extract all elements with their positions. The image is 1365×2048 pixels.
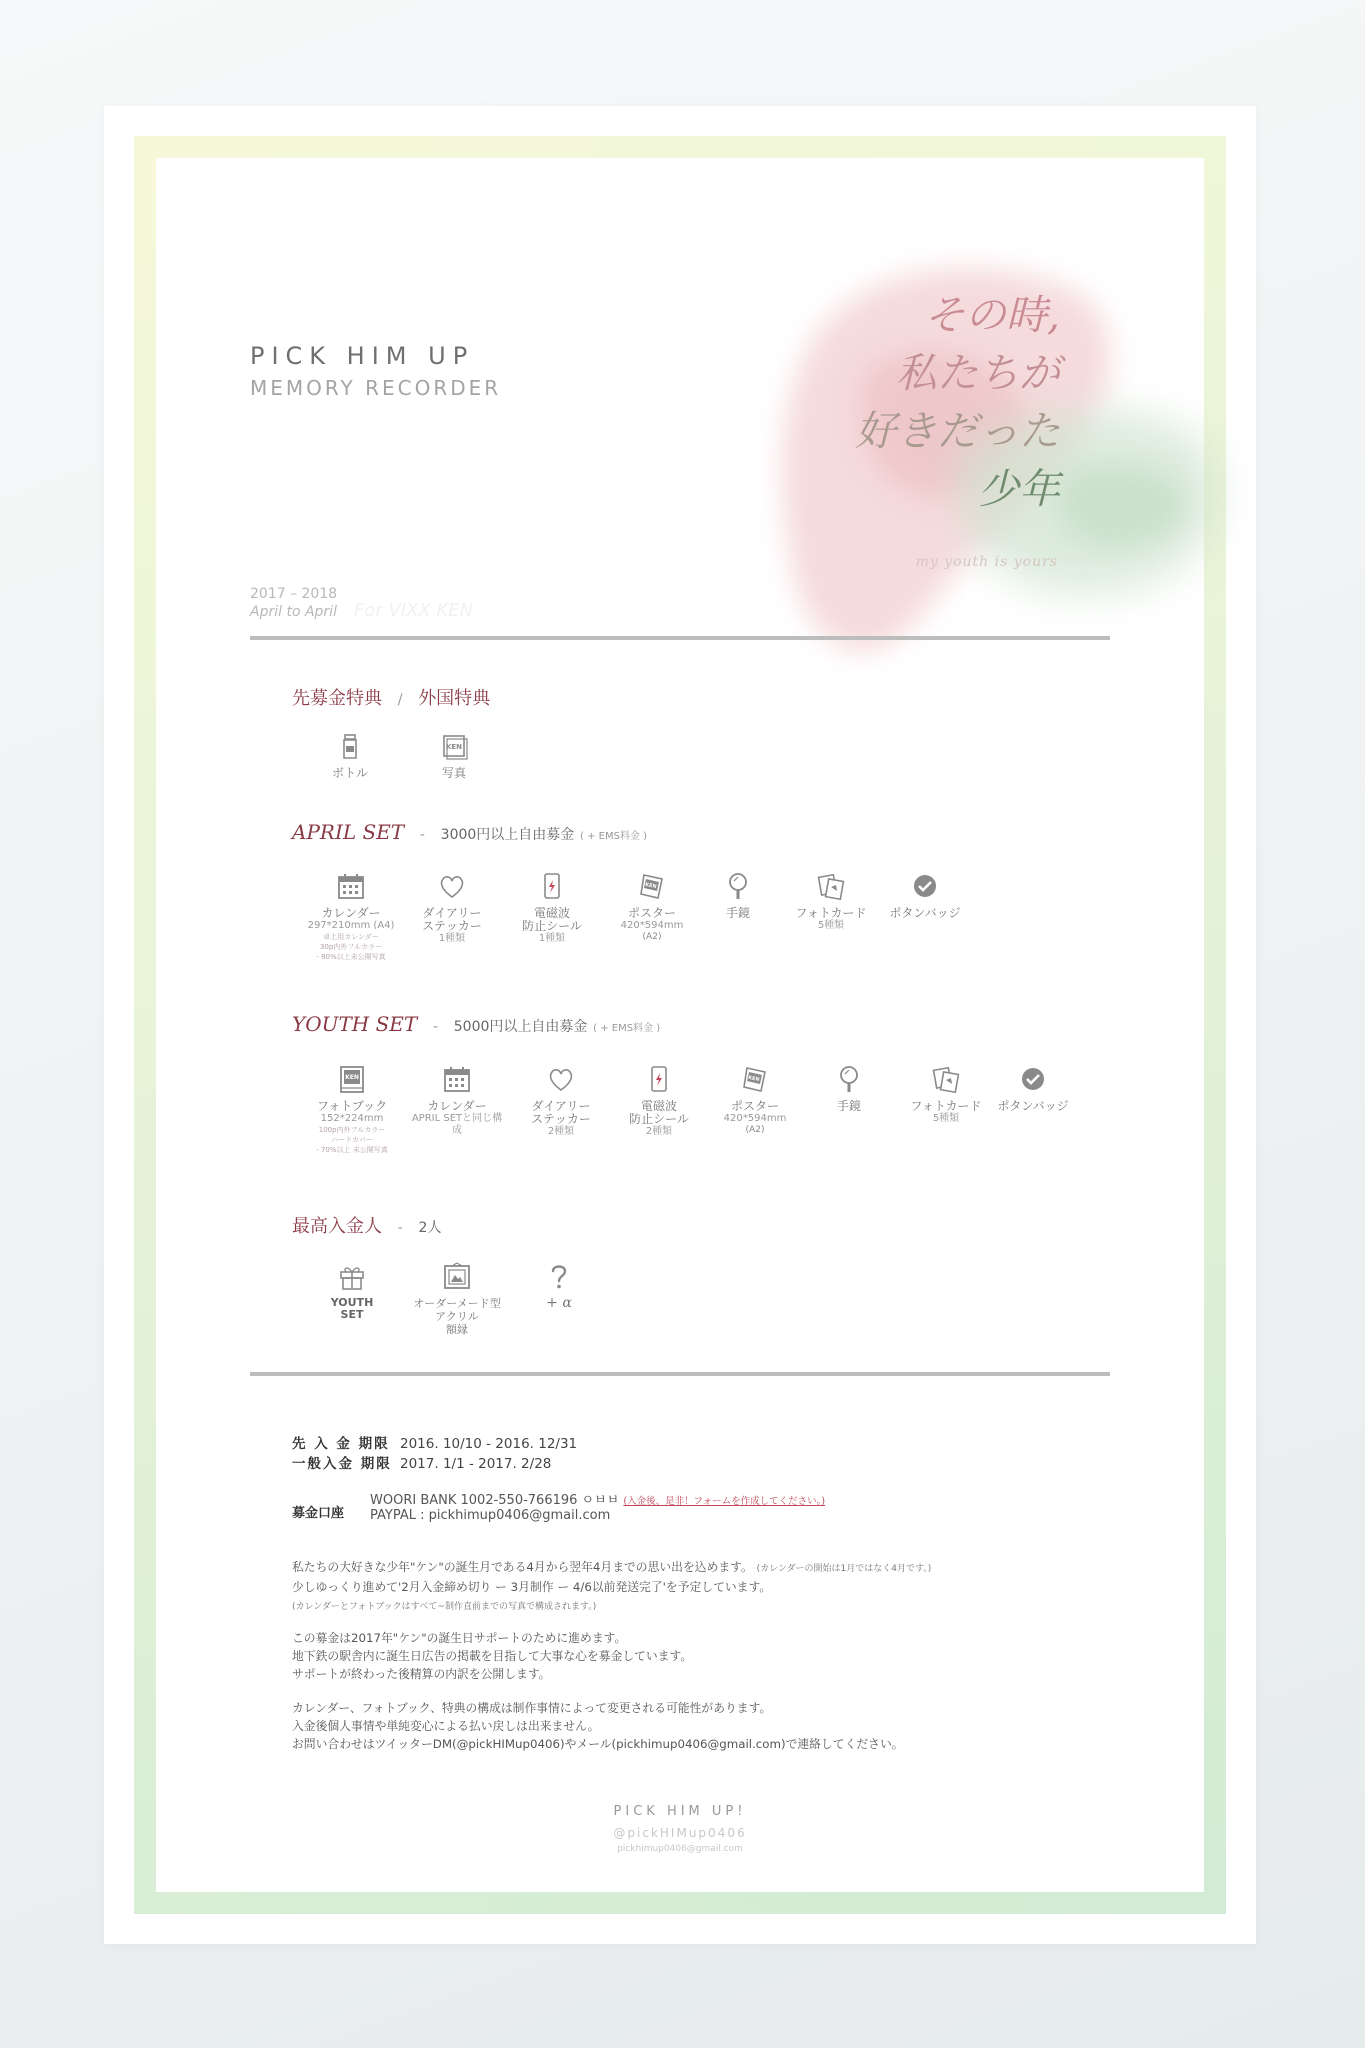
- youth-set-ems: ( + EMS料金 ): [593, 1023, 661, 1034]
- bonus-item: [609, 1064, 709, 1138]
- bonus-item: [799, 1064, 899, 1113]
- item-label: 手鏡: [725, 906, 750, 920]
- item-label: 写真: [441, 766, 466, 780]
- info-line: [292, 1596, 931, 1616]
- item-label: + α: [546, 1295, 572, 1311]
- phone-sticker-icon: [644, 1064, 674, 1094]
- item-label: フォトブック: [316, 1099, 388, 1113]
- svg-text:KEN: KEN: [644, 881, 658, 891]
- item-label: カレンダー: [427, 1099, 487, 1113]
- bonus-item: [688, 871, 788, 920]
- bonus-item: [781, 871, 881, 932]
- info-paragraph: [292, 1699, 904, 1753]
- info-text: 少しゆっくり進めて'2月入金締め切り ー 3月制作 ー 4/6以前発送完了'を予定しています。: [292, 1580, 772, 1594]
- item-detail-size: (A2): [745, 1125, 765, 1135]
- calendar-icon: [442, 1064, 472, 1094]
- bonus-item: [705, 1064, 805, 1136]
- item-detail: 297*210mm (A4): [307, 920, 395, 931]
- svg-text:KEN: KEN: [747, 1074, 761, 1084]
- gift-icon: [337, 1261, 367, 1291]
- heart-icon: [437, 871, 467, 901]
- april-set-price: 3000円以上自由募金: [440, 827, 575, 843]
- item-label: ボトル: [331, 766, 368, 780]
- top-donor-count: 2人: [418, 1220, 442, 1236]
- info-line: [292, 1629, 692, 1647]
- tagline: my youth is yours: [915, 554, 1058, 570]
- youth-set-price: 5000円以上自由募金: [453, 1019, 588, 1035]
- item-label: ダイアリー ステッカー: [531, 1099, 591, 1126]
- item-label: 電磁波 防止シール: [522, 906, 582, 933]
- photocard-icon: [816, 871, 846, 901]
- footer-name: PICK HIM UP!: [613, 1804, 747, 1819]
- badge-icon: [1018, 1064, 1048, 1094]
- brand-subtitle: MEMORY RECORDER: [250, 376, 502, 400]
- bonus-item: [509, 1261, 609, 1310]
- item-label: ポスター: [730, 1099, 779, 1113]
- item-detail-size: (A2): [642, 932, 662, 942]
- item-note: 100p内外フルカラー: [318, 1126, 386, 1134]
- item-note: ハードカバー: [331, 1136, 373, 1144]
- bonus-item: [302, 1064, 402, 1155]
- main-japanese-title: [855, 286, 1060, 518]
- item-note: - 80%以上未公開写真: [316, 953, 386, 961]
- heart-icon: [546, 1064, 576, 1094]
- divider-bottom: [250, 1372, 1110, 1376]
- poster-icon: [637, 871, 667, 901]
- first-bonus-label: 先募金特典: [292, 688, 382, 709]
- item-note: - 70%以上 未公開写真: [316, 1146, 388, 1154]
- top-donor-title: [292, 1212, 441, 1238]
- youth-set-name: YOUTH SET: [292, 1012, 418, 1036]
- calendar-icon: [336, 871, 366, 901]
- bank-account-note: (入金後、是非！フォームを作成してください。): [623, 1496, 826, 1507]
- bonus-item: [983, 1064, 1083, 1113]
- info-text: サポートが終わった後精算の内訳を公開します。: [292, 1667, 551, 1681]
- item-detail: 1種類: [538, 933, 566, 944]
- item-detail: 420*594mm: [620, 920, 684, 931]
- bonus-item: [896, 1064, 996, 1125]
- item-detail: 1種類: [438, 933, 466, 944]
- item-label: カレンダー: [321, 906, 381, 920]
- bonus-item: [602, 871, 702, 943]
- top-donor-dash: -: [397, 1220, 403, 1236]
- info-line: [292, 1647, 692, 1665]
- item-label: オーダーメード型 アクリル 額縁: [413, 1297, 501, 1336]
- deadline-row-general: [292, 1452, 551, 1472]
- item-label: ポタンバッジ: [997, 1099, 1069, 1113]
- info-text: カレンダー、フォトブック、特典の構成は制作事情によって変更される可能性があります。: [292, 1701, 772, 1715]
- poster-sheet: [104, 106, 1256, 1944]
- item-label: 手鏡: [836, 1099, 861, 1113]
- account-label: 募金口座: [292, 1506, 345, 1521]
- brand-title: PICK HIM UP: [250, 342, 475, 370]
- bonus-item: [301, 871, 401, 962]
- april-set-dash: -: [419, 827, 425, 843]
- bonus-item: [404, 731, 504, 780]
- bonus-item: [407, 1064, 507, 1137]
- info-line: [292, 1578, 931, 1596]
- deadline-label: 一般入金 期限: [292, 1456, 392, 1472]
- mirror-icon: [723, 871, 753, 901]
- info-line: [292, 1558, 931, 1578]
- april-set-name: APRIL SET: [292, 820, 405, 844]
- bonus-item: [402, 871, 502, 945]
- info-text: 地下鉄の駅舎内に誕生日広告の掲載を目指して大事な心を募金しています。: [292, 1649, 693, 1663]
- item-detail: APRIL SETと同じ構成: [411, 1113, 503, 1136]
- bonus-item: [875, 871, 975, 920]
- question-icon: [544, 1261, 574, 1291]
- april-set-ems: ( + EMS料金 ): [580, 831, 648, 842]
- item-label: ポスター: [627, 906, 676, 920]
- item-note: 卓上用カレンダー: [323, 933, 379, 941]
- item-label: ポタンバッジ: [889, 906, 961, 920]
- footer-email: pickhimup0406@gmail.com: [617, 1844, 743, 1854]
- bottle-icon: [335, 731, 365, 761]
- poster-icon: [740, 1064, 770, 1094]
- info-text: お問い合わせはツイッターDM(@pickHIMup0406)やメール(pickhimup0406@gmail.com)で連絡してください。: [292, 1737, 904, 1751]
- info-text: 入金後個人事情や単純変心による払い戻しは出来ません。: [292, 1719, 600, 1733]
- bonus-item: [300, 731, 400, 780]
- deadline-value: 2017. 1/1 - 2017. 2/28: [400, 1456, 552, 1472]
- first-bonus-title: [292, 684, 490, 710]
- svg-text:KEN: KEN: [445, 743, 463, 751]
- photo-icon: [439, 731, 469, 761]
- deadline-row-early: [292, 1432, 577, 1452]
- item-label: ダイアリー ステッカー: [422, 906, 482, 933]
- foreign-bonus-label: 外国特典: [418, 688, 491, 709]
- svg-text:KEN: KEN: [345, 1074, 359, 1081]
- title-line-3: 好きだった: [855, 407, 1060, 455]
- item-detail: 152*224mm: [320, 1113, 384, 1124]
- item-label: 電磁波 防止シール: [629, 1099, 689, 1126]
- info-line: [292, 1717, 904, 1735]
- info-line: [292, 1735, 904, 1753]
- item-note: 30p内外フルカラー: [319, 943, 383, 951]
- info-note: (カレンダーとフォトブックはすべて~制作直前までの写真で構成されます。): [292, 1602, 597, 1612]
- photobook-icon: [337, 1064, 367, 1094]
- item-detail: 5種類: [817, 920, 845, 931]
- for-ken-text: For VIXX KEN: [354, 600, 474, 621]
- info-line: [292, 1699, 904, 1717]
- bank-account: [370, 1489, 825, 1508]
- deadline-value: 2016. 10/10 - 2016. 12/31: [400, 1436, 578, 1452]
- info-paragraph: [292, 1558, 931, 1616]
- title-line-4: 少年: [978, 465, 1060, 513]
- info-line: [292, 1665, 692, 1683]
- info-paragraph: [292, 1629, 692, 1683]
- top-donor-label: 最高入金人: [292, 1216, 382, 1237]
- phone-sticker-icon: [537, 871, 567, 901]
- item-detail: 420*594mm: [723, 1113, 787, 1124]
- item-label: フォトカード: [910, 1099, 982, 1113]
- paypal-account: PAYPAL : pickhimup0406@gmail.com: [370, 1508, 611, 1523]
- item-detail: 2種類: [547, 1126, 575, 1137]
- item-detail: 2種類: [645, 1126, 673, 1137]
- bonus-item: [502, 871, 602, 945]
- april-set-title: [292, 820, 647, 844]
- bonus-item: [511, 1064, 611, 1138]
- item-label: フォトカード: [795, 906, 867, 920]
- year-range: 2017 – 2018: [250, 586, 338, 602]
- item-detail: 5種類: [932, 1113, 960, 1124]
- title-line-1: その時,: [923, 291, 1060, 339]
- footer-twitter: @pickHIMup0406: [613, 1826, 747, 1840]
- bonus-item: [407, 1261, 507, 1336]
- divider-top: [250, 636, 1110, 640]
- photocard-icon: [931, 1064, 961, 1094]
- deadline-label: 先 入 金 期限: [292, 1436, 390, 1452]
- info-note: (カレンダーの開始は1月ではなく4月です。): [756, 1564, 932, 1574]
- first-bonus-separator: /: [397, 692, 403, 708]
- title-line-2: 私たちが: [896, 349, 1060, 397]
- bank-account-text: WOORI BANK 1002-550-766196 ㅇㅂㅂ: [370, 1493, 620, 1508]
- frame-icon: [442, 1261, 472, 1291]
- period-text: April to April: [250, 604, 337, 620]
- youth-set-title: [292, 1012, 660, 1036]
- bonus-item: [302, 1261, 402, 1321]
- badge-icon: [910, 871, 940, 901]
- youth-set-dash: -: [432, 1019, 439, 1035]
- mirror-icon: [834, 1064, 864, 1094]
- info-text: 私たちの大好きな少年"ケン"の誕生月である4月から翌年4月までの思い出を込めます。: [292, 1560, 753, 1574]
- info-text: この募金は2017年"ケン"の誕生日サポートのために進めます。: [292, 1631, 627, 1645]
- item-label: YOUTH SET: [330, 1296, 374, 1321]
